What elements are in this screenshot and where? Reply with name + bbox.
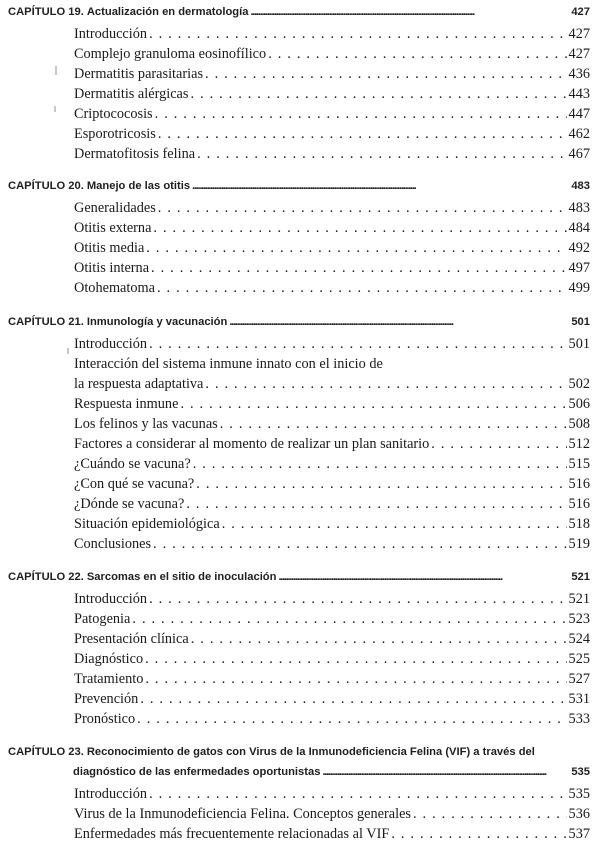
toc-entry[interactable] [74, 516, 590, 536]
dot-leader [153, 536, 567, 553]
scan-artifact [55, 66, 57, 75]
toc-entry[interactable] [74, 611, 590, 631]
toc-entry[interactable] [74, 456, 590, 476]
entry-page: 525 [568, 651, 590, 667]
entry-page: 521 [568, 591, 590, 607]
chapter-23-heading[interactable] [8, 746, 590, 766]
dot-leader [229, 316, 569, 328]
entry-page: 427 [568, 26, 590, 42]
entry-title: Dermatitis alérgicas [74, 86, 189, 102]
dot-leader [192, 180, 569, 192]
entry-page: 531 [568, 691, 590, 707]
entry-page: 467 [568, 146, 590, 162]
chapter-22-heading[interactable] [8, 571, 590, 591]
entry-page: 516 [568, 496, 590, 512]
toc-entry[interactable] [74, 591, 590, 611]
entry-title: Patogenia [74, 611, 131, 627]
chapter-title: Actualización en dermatología [86, 6, 249, 18]
chapter-page: 483 [571, 180, 590, 192]
dot-leader [220, 416, 567, 433]
dot-leader [149, 26, 566, 43]
dot-leader [158, 126, 567, 143]
entry-title: Dermatitis parasitarias [74, 66, 204, 82]
toc-entry[interactable] [74, 106, 590, 126]
chapter-label: CAPÍTULO 20. [8, 180, 84, 192]
chapter-page: 535 [571, 766, 590, 778]
entry-page: 535 [568, 786, 590, 802]
entry-title: Interacción del sistema inmune innato con el inicio de [74, 356, 383, 372]
chapter-title: Manejo de las otitis [86, 180, 191, 192]
chapter-20-heading[interactable] [8, 180, 590, 200]
toc-entry[interactable] [74, 671, 590, 691]
entry-title: Otitis externa [74, 220, 152, 236]
entry-page: 524 [568, 631, 590, 647]
toc-entry[interactable] [74, 691, 590, 711]
entry-page: 483 [568, 200, 590, 216]
entry-title: Complejo granuloma eosinofílico [74, 46, 267, 62]
entry-title: Los felinos y las vacunas [74, 416, 218, 432]
toc-entry[interactable] [74, 200, 590, 220]
entry-page: 518 [568, 516, 590, 532]
scan-artifact [54, 106, 56, 112]
entry-title: la respuesta adaptativa [74, 376, 204, 392]
toc-entry[interactable] [74, 826, 590, 846]
entry-title: Otitis interna [74, 260, 150, 276]
entry-page: 462 [568, 126, 590, 142]
dot-leader [322, 766, 569, 778]
chapter-page: 427 [571, 6, 590, 18]
dot-leader [137, 711, 566, 728]
toc-entry[interactable] [74, 806, 590, 826]
toc-entry[interactable] [74, 260, 590, 280]
chapter-title: Sarcomas en el sitio de inoculación [86, 571, 277, 583]
entry-title: Esporotricosis [74, 126, 156, 142]
dot-leader [180, 396, 566, 413]
toc-entry[interactable] [74, 86, 590, 106]
entry-page: 515 [568, 456, 590, 472]
toc-entry[interactable] [74, 396, 590, 416]
dot-leader [145, 671, 566, 688]
entry-page: 484 [568, 220, 590, 236]
chapter-title-continued: diagnóstico de las enfermedades oportunistas [73, 766, 321, 778]
dot-leader [186, 496, 566, 513]
entry-page: 527 [568, 671, 590, 687]
entry-page: 497 [568, 260, 590, 276]
entry-page: 512 [568, 436, 590, 452]
toc-entry[interactable] [74, 220, 590, 240]
scan-artifact [67, 348, 69, 354]
dot-leader [149, 336, 566, 353]
entry-page: 506 [568, 396, 590, 412]
entry-title: Otitis media [74, 240, 145, 256]
toc-entry[interactable] [74, 376, 590, 396]
toc-entry[interactable] [74, 786, 590, 806]
toc-entry[interactable] [74, 126, 590, 146]
dot-leader [222, 516, 567, 533]
dot-leader [205, 376, 566, 393]
entry-page: 501 [568, 336, 590, 352]
entry-page: 533 [568, 711, 590, 727]
chapter-label: CAPÍTULO 22. [8, 571, 84, 583]
toc-entry[interactable] [74, 240, 590, 260]
entry-title: ¿Cuándo se vacuna? [74, 456, 191, 472]
dot-leader [391, 826, 566, 843]
entry-title: ¿Dónde se vacuna? [74, 496, 185, 512]
chapter-19-heading[interactable] [8, 6, 590, 26]
toc-entry[interactable] [74, 416, 590, 436]
entry-title: Introducción [74, 591, 148, 607]
toc-entry[interactable] [74, 651, 590, 671]
entry-title: Diagnóstico [74, 651, 144, 667]
entry-title: Prevención [74, 691, 139, 707]
dot-leader [250, 6, 569, 18]
entry-title: Criptococosis [74, 106, 153, 122]
entry-title: Situación epidemiológica [74, 516, 220, 532]
entry-title: Dermatofitosis felina [74, 146, 196, 162]
chapter-label: CAPÍTULO 21. [8, 316, 84, 328]
dot-leader [149, 786, 566, 803]
dot-leader [191, 631, 567, 648]
entry-page: 508 [568, 416, 590, 432]
dot-leader [205, 66, 567, 83]
toc-entry[interactable] [74, 476, 590, 496]
entry-page: 537 [568, 826, 590, 842]
entry-page: 536 [568, 806, 590, 822]
chapter-label: CAPÍTULO 23. [8, 746, 84, 758]
toc-entry[interactable] [74, 26, 590, 46]
entry-page: 499 [568, 280, 590, 296]
entry-title: Factores a considerar al momento de realizar un plan sanitario [74, 436, 430, 452]
entry-title: Conclusiones [74, 536, 152, 552]
dot-leader [196, 476, 566, 493]
entry-page: 492 [568, 240, 590, 256]
entry-title: Respuesta inmune [74, 396, 179, 412]
toc-entry-line1[interactable] [74, 356, 590, 376]
dot-leader [190, 86, 566, 103]
entry-title: Generalidades [74, 200, 156, 216]
toc-entry[interactable] [74, 280, 590, 300]
entry-title: Introducción [74, 786, 148, 802]
entry-page: 436 [568, 66, 590, 82]
dot-leader [132, 611, 566, 628]
entry-title: Presentación clínica [74, 631, 189, 647]
chapter-page: 521 [571, 571, 590, 583]
dot-leader [155, 106, 567, 123]
chapter-21-heading[interactable] [8, 316, 590, 336]
toc-entry[interactable] [74, 336, 590, 356]
chapter-title: Inmunología y vacunación [86, 316, 228, 328]
chapter-label: CAPÍTULO 19. [8, 6, 84, 18]
entry-title: Pronóstico [74, 711, 136, 727]
entry-page: 447 [568, 106, 590, 122]
entry-page: 523 [568, 611, 590, 627]
entry-page: 516 [568, 476, 590, 492]
dot-leader [268, 46, 566, 63]
toc-entry[interactable] [74, 631, 590, 651]
entry-title: Otohematoma [74, 280, 155, 296]
entry-title: Enfermedades más frecuentemente relacionadas al VIF [74, 826, 390, 842]
entry-title: Introducción [74, 26, 148, 42]
dot-leader [151, 260, 567, 277]
dot-leader [149, 591, 566, 608]
chapter-page: 501 [571, 316, 590, 328]
entry-title: Introducción [74, 336, 148, 352]
toc-entry[interactable] [74, 496, 590, 516]
dot-leader [197, 146, 566, 163]
toc-entry[interactable] [74, 436, 590, 456]
entry-page: 443 [568, 86, 590, 102]
chapter-title: Reconocimiento de gatos con Virus de la Inmunodeficiencia Felina (VIF) a través del [86, 746, 535, 758]
dot-leader [431, 436, 566, 453]
entry-page: 502 [568, 376, 590, 392]
toc-entry[interactable] [74, 66, 590, 86]
dot-leader [158, 200, 567, 217]
chapter-23-heading-line2[interactable] [8, 766, 590, 786]
dot-leader [145, 651, 566, 668]
dot-leader [153, 220, 566, 237]
dot-leader [146, 240, 566, 257]
entry-title: ¿Con qué se vacuna? [74, 476, 195, 492]
dot-leader [278, 571, 569, 583]
toc-entry[interactable] [74, 536, 590, 556]
toc-entry[interactable] [74, 711, 590, 731]
dot-leader [157, 280, 567, 297]
dot-leader [413, 806, 567, 823]
dot-leader [140, 691, 566, 708]
dot-leader [193, 456, 567, 473]
entry-title: Tratamiento [74, 671, 144, 687]
toc-entry[interactable] [74, 146, 590, 166]
entry-page: 519 [568, 536, 590, 552]
toc-entry[interactable] [74, 46, 590, 66]
entry-title: Virus de la Inmunodeficiencia Felina. Conceptos generales [74, 806, 411, 822]
entry-page: 427 [568, 46, 590, 62]
